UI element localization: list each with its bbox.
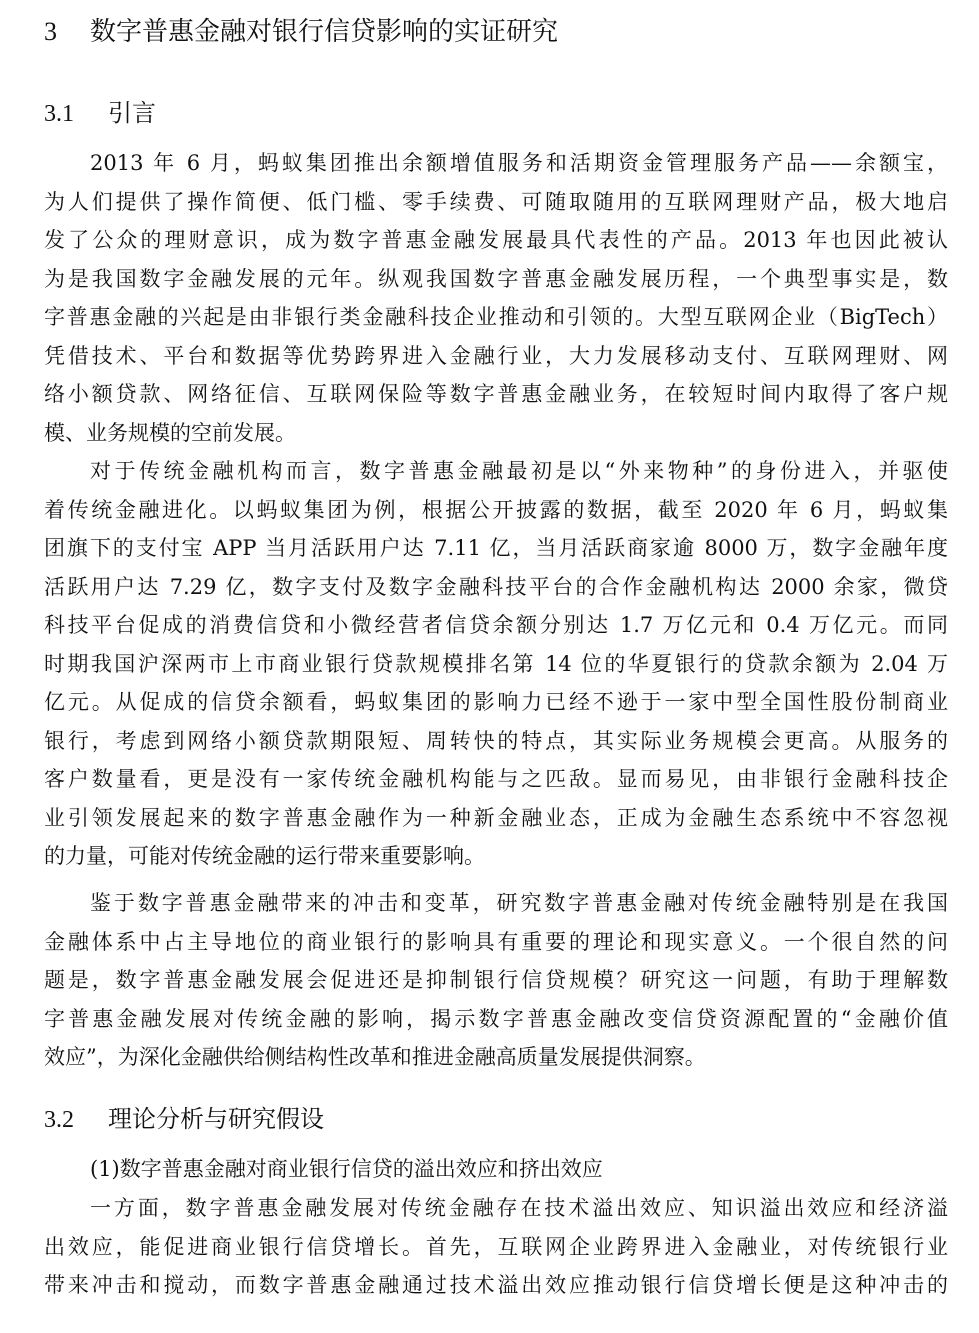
paragraph-line: 2013 年 6 月，蚂蚁集团推出余额增值服务和活期资金管理服务产品——余额宝， [90, 151, 948, 175]
paragraph-line: 对于传统金融机构而言，数字普惠金融最初是以“外来物种”的身份进入，并驱使 [90, 459, 948, 483]
paragraph-line: 时期我国沪深两市上市商业银行贷款规模排名第 14 位的华夏银行的贷款余额为 2.04 万 [44, 651, 948, 676]
paragraph-line: 字普惠金融发展对传统金融的影响，揭示数字普惠金融改变信贷资源配置的“金融价值 [44, 1006, 948, 1031]
section-title: 引言 [108, 99, 156, 127]
paragraph-line: 的力量，可能对传统金融的运行带来重要影响。 [44, 844, 485, 868]
paragraph-line: 鉴于数字普惠金融带来的冲击和变革，研究数字普惠金融对传统金融特别是在我国 [90, 891, 948, 915]
paragraph-line: 为是我国数字金融发展的元年。纵观我国数字普惠金融发展历程，一个典型事实是，数 [44, 266, 948, 291]
paragraph-4 [44, 1189, 948, 1305]
section-title: 理论分析与研究假设 [108, 1105, 324, 1133]
paragraph-line: 题是，数字普惠金融发展会促进还是抑制银行信贷规模？研究这一问题，有助于理解数 [44, 968, 948, 992]
paragraph-line: 金融体系中占主导地位的商业银行的影响具有重要的理论和现实意义。一个很自然的问 [44, 929, 948, 954]
section-heading-3-1 [44, 96, 156, 131]
paragraph-line: 活跃用户达 7.29 亿，数字支付及数字金融科技平台的合作金融机构达 2000 余家，微贷 [44, 574, 948, 599]
paragraph-line: 一方面，数字普惠金融发展对传统金融存在技术溢出效应、知识溢出效应和经济溢 [90, 1196, 948, 1220]
paragraph-line: 业引领发展起来的数字普惠金融作为一种新金融业态，正成为金融生态系统中不容忽视 [44, 805, 948, 830]
chapter-heading [44, 14, 558, 50]
paragraph-line: 客户数量看，更是没有一家传统金融机构能与之匹敌。显而易见，由非银行金融科技企 [44, 767, 948, 791]
section-heading-3-2 [44, 1102, 324, 1137]
paragraph-1 [44, 144, 948, 452]
paragraph-line: 凭借技术、平台和数据等优势跨界进入金融行业，大力发展移动支付、互联网理财、网 [44, 343, 948, 368]
paragraph-line: 为人们提供了操作简便、低门槛、零手续费、可随取随用的互联网理财产品，极大地启 [44, 189, 948, 214]
paragraph-line: 出效应，能促进商业银行信贷增长。首先，互联网企业跨界进入金融业，对传统银行业 [44, 1234, 948, 1259]
paragraph-line: 银行，考虑到网络小额贷款期限短、周转快的特点，其实际业务规模会更高。从服务的 [44, 728, 948, 753]
paragraph-line: 效应”，为深化金融供给侧结构性改革和推进金融高质量发展提供洞察。 [44, 1045, 706, 1069]
paragraph-line: 字普惠金融的兴起是由非银行类金融科技企业推动和引领的。大型互联网企业（BigTech） [44, 305, 948, 329]
paragraph-line: 模、业务规模的空前发展。 [44, 420, 296, 445]
paragraph-3 [44, 884, 948, 1077]
chapter-number: 3 [44, 17, 57, 46]
section-number: 3.2 [44, 1107, 74, 1133]
paragraph-line: 科技平台促成的消费信贷和小微经营者信贷余额分别达 1.7 万亿元和 0.4 万亿元。而同 [44, 613, 948, 637]
section-number: 3.1 [44, 101, 74, 127]
paragraph-line: 亿元。从促成的信贷余额看，蚂蚁集团的影响力已经不逊于一家中型全国性股份制商业 [44, 690, 948, 714]
subsection-heading: (1)数字普惠金融对商业银行信贷的溢出效应和挤出效应 [90, 1157, 603, 1181]
paragraph-line: 络小额贷款、网络征信、互联网保险等数字普惠金融业务，在较短时间内取得了客户规 [44, 382, 948, 406]
paragraph-line: 着传统金融进化。以蚂蚁集团为例，根据公开披露的数据，截至 2020 年 6 月，蚂蚁集 [44, 497, 948, 522]
paragraph-line: 发了公众的理财意识，成为数字普惠金融发展最具代表性的产品。2013 年也因此被认 [44, 228, 948, 252]
paragraph-2 [44, 452, 948, 876]
paragraph-line: 带来冲击和搅动，而数字普惠金融通过技术溢出效应推动银行信贷增长便是这种冲击的 [44, 1273, 948, 1297]
paragraph-line: 团旗下的支付宝 APP 当月活跃用户达 7.11 亿，当月活跃商家逾 8000 万，数字金融年度 [44, 536, 948, 560]
chapter-title: 数字普惠金融对银行信贷影响的实证研究 [90, 17, 559, 47]
